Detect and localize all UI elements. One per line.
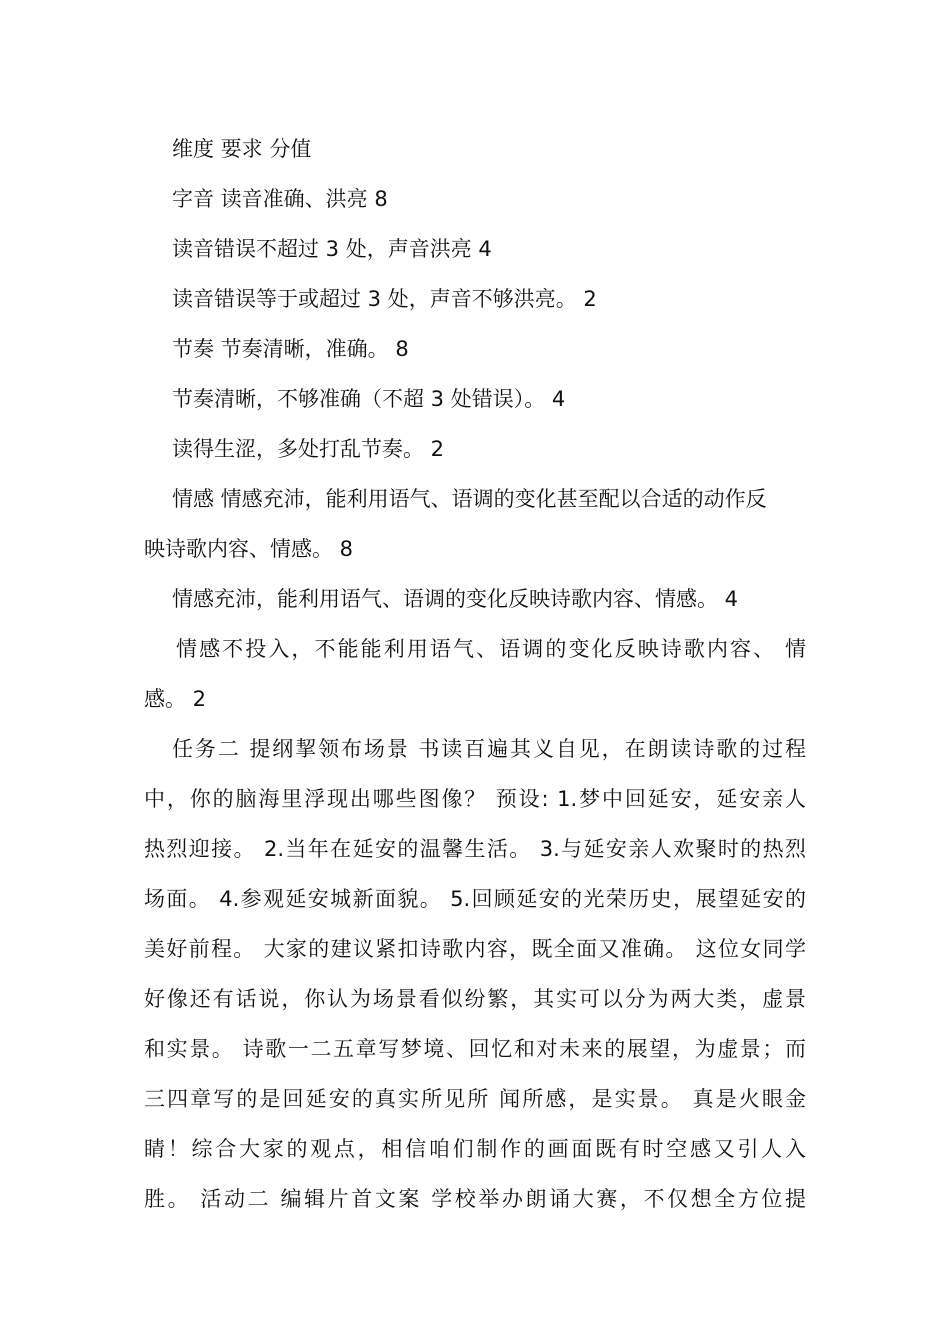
text-line: 节奏 节奏清晰，准确。 8 (172, 337, 409, 361)
text-line: 节奏清晰，不够准确（不超 3 处错误）。 4 (172, 387, 566, 411)
text-line: 热烈迎接。 2.当年在延安的温馨生活。 3.与延安亲人欢聚时的热烈 (144, 837, 806, 861)
text-line: 情感 情感充沛，能利用语气、语调的变化甚至配以合适的动作反 (172, 487, 767, 511)
text-line: 维度 要求 分值 (172, 137, 312, 161)
text-line: 三四章写的是回延安的真实所见所 闻所感，是实景。 真是火眼金 (144, 1087, 806, 1111)
text-line: 读音错误不超过 3 处，声音洪亮 4 (172, 237, 492, 261)
text-line: 场面。 4.参观延安城新面貌。 5.回顾延安的光荣历史，展望延安的 (144, 887, 806, 911)
text-line: 映诗歌内容、情感。 8 (144, 537, 354, 561)
text-line: 情感不投入，不能能利用语气、语调的变化反映诗歌内容、 情 (176, 637, 806, 661)
text-line: 中，你的脑海里浮现出哪些图像？ 预设: 1.梦中回延安，延安亲人 (144, 787, 806, 811)
text-line: 任务二 提纲挈领布场景 书读百遍其义自见，在朗读诗歌的过程 (172, 737, 806, 761)
text-line: 美好前程。 大家的建议紧扣诗歌内容，既全面又准确。 这位女同学 (144, 937, 806, 961)
text-line: 读音错误等于或超过 3 处，声音不够洪亮。 2 (172, 287, 597, 311)
text-line: 情感充沛，能利用语气、语调的变化反映诗歌内容、情感。 4 (172, 587, 739, 611)
text-line: 读得生涩，多处打乱节奏。 2 (172, 437, 445, 461)
text-line: 感。 2 (144, 687, 207, 711)
text-line: 睛！综合大家的观点，相信咱们制作的画面既有时空感又引人入 (144, 1137, 806, 1161)
text-line: 好像还有话说，你认为场景看似纷繁，其实可以分为两大类，虚景 (144, 987, 806, 1011)
text-line: 和实景。 诗歌一二五章写梦境、回忆和对未来的展望，为虚景；而 (144, 1037, 806, 1061)
text-line: 字音 读音准确、洪亮 8 (172, 187, 388, 211)
text-line: 胜。 活动二 编辑片首文案 学校举办朗诵大赛，不仅想全方位提 (144, 1187, 806, 1211)
